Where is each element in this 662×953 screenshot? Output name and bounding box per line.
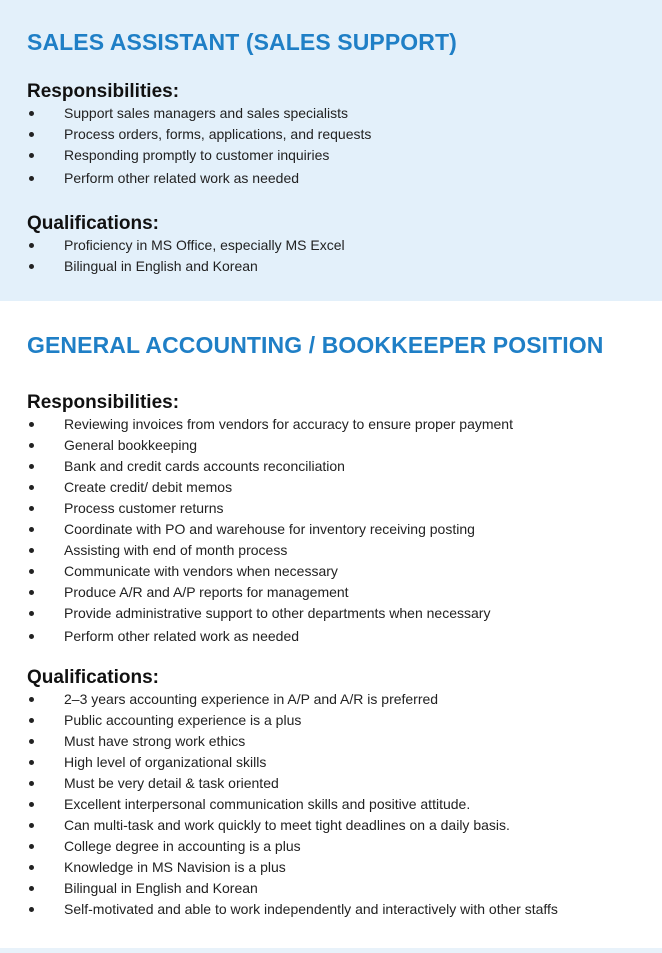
list-item: Bilingual in English and Korean [0, 256, 662, 277]
sales-assistant-section [0, 0, 662, 301]
list-item: Bank and credit cards accounts reconciliation [0, 456, 662, 477]
list-item: Can multi-task and work quickly to meet tight deadlines on a daily basis. [0, 815, 662, 836]
list-item: Must have strong work ethics [0, 731, 662, 752]
list-item: 2–3 years accounting experience in A/P and A/R is preferred [0, 689, 662, 710]
bottom-divider [0, 948, 662, 953]
accounting-qualifications-heading: Qualifications: [27, 667, 159, 688]
list-item: Public accounting experience is a plus [0, 710, 662, 731]
list-item: Self-motivated and able to work independently and interactively with other staffs [0, 899, 662, 920]
list-item: Produce A/R and A/P reports for management [0, 582, 662, 603]
sales-assistant-title: SALES ASSISTANT (SALES SUPPORT) [27, 29, 457, 55]
list-item: Assisting with end of month process [0, 540, 662, 561]
list-item: Create credit/ debit memos [0, 477, 662, 498]
list-item: Perform other related work as needed [0, 626, 662, 647]
list-item: General bookkeeping [0, 435, 662, 456]
accounting-qualifications-list [0, 689, 662, 920]
list-item: Communicate with vendors when necessary [0, 561, 662, 582]
list-item: Responding promptly to customer inquiries [0, 145, 662, 166]
list-item: Bilingual in English and Korean [0, 878, 662, 899]
accounting-responsibilities-list [0, 414, 662, 647]
list-item: Perform other related work as needed [0, 168, 662, 189]
sales-responsibilities-list [0, 103, 662, 189]
list-item: High level of organizational skills [0, 752, 662, 773]
sales-qualifications-heading: Qualifications: [27, 213, 159, 234]
list-item: Coordinate with PO and warehouse for inventory receiving posting [0, 519, 662, 540]
accounting-section [0, 301, 662, 948]
list-item: Excellent interpersonal communication skills and positive attitude. [0, 794, 662, 815]
list-item: Proficiency in MS Office, especially MS Excel [0, 235, 662, 256]
sales-qualifications-list [0, 235, 662, 277]
accounting-title: GENERAL ACCOUNTING / BOOKKEEPER POSITION [27, 332, 604, 358]
list-item: Provide administrative support to other departments when necessary [0, 603, 662, 624]
sales-responsibilities-heading: Responsibilities: [27, 81, 180, 102]
list-item: Process orders, forms, applications, and requests [0, 124, 662, 145]
list-item: Must be very detail & task oriented [0, 773, 662, 794]
list-item: Knowledge in MS Navision is a plus [0, 857, 662, 878]
accounting-responsibilities-heading: Responsibilities: [27, 392, 180, 413]
list-item: Reviewing invoices from vendors for accuracy to ensure proper payment [0, 414, 662, 435]
list-item: Support sales managers and sales specialists [0, 103, 662, 124]
list-item: College degree in accounting is a plus [0, 836, 662, 857]
list-item: Process customer returns [0, 498, 662, 519]
